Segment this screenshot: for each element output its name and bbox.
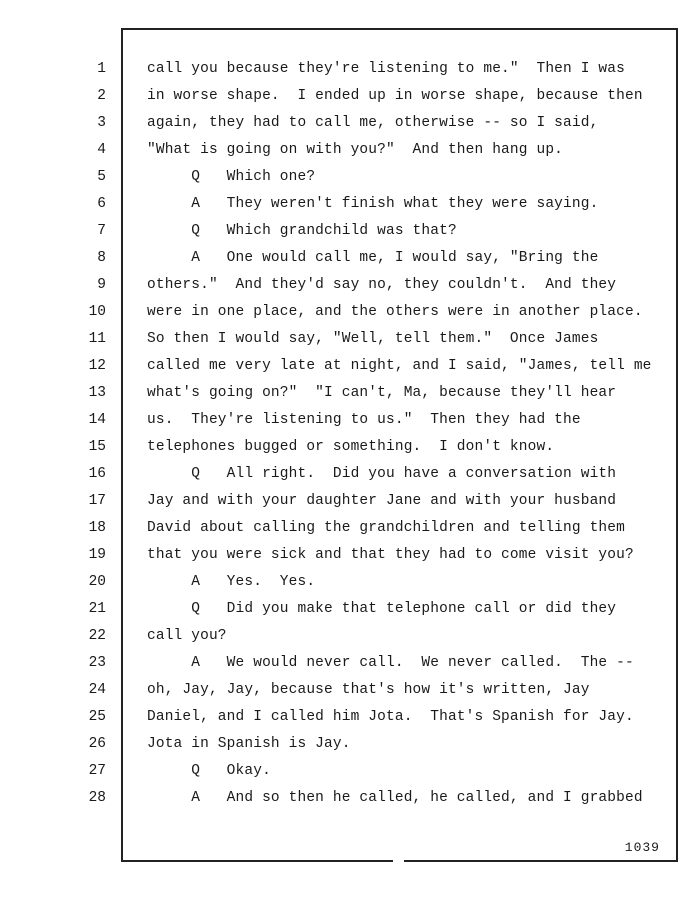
line-number: 18 [88, 520, 106, 536]
transcript-text [147, 56, 672, 812]
transcript-line: telephones bugged or something. I don't know. [147, 439, 555, 455]
frame-top-border [121, 28, 678, 30]
frame-right-border [676, 28, 678, 860]
transcript-line: Jota in Spanish is Jay. [147, 736, 351, 752]
line-number: 27 [88, 763, 106, 779]
line-number: 17 [88, 493, 106, 509]
line-number: 21 [88, 601, 106, 617]
transcript-line: call you because they're listening to me." Then I was [147, 61, 625, 77]
transcript-line: Q Which one? [147, 169, 316, 185]
transcript-line: again, they had to call me, otherwise -- so I said, [147, 115, 599, 131]
line-number: 25 [88, 709, 106, 725]
transcript-line: Jay and with your daughter Jane and with your husband [147, 493, 617, 509]
transcript-line: A We would never call. We never called. The -- [147, 655, 634, 671]
transcript-line: A Yes. Yes. [147, 574, 316, 590]
line-number: 10 [88, 304, 106, 320]
transcript-line: Q Which grandchild was that? [147, 223, 457, 239]
transcript-line: A And so then he called, he called, and I grabbed [147, 790, 643, 806]
transcript-line: A One would call me, I would say, "Bring the [147, 250, 599, 266]
transcript-line: oh, Jay, Jay, because that's how it's written, Jay [147, 682, 590, 698]
frame-bottom-border-left [121, 860, 393, 862]
line-number: 2 [97, 88, 106, 104]
transcript-line: Daniel, and I called him Jota. That's Spanish for Jay. [147, 709, 634, 725]
line-number: 24 [88, 682, 106, 698]
line-number: 22 [88, 628, 106, 644]
transcript-line: others." And they'd say no, they couldn't. And they [147, 277, 617, 293]
transcript-line: were in one place, and the others were in another place. [147, 304, 643, 320]
line-number-column [0, 56, 106, 812]
line-number: 15 [88, 439, 106, 455]
transcript-line: us. They're listening to us." Then they had the [147, 412, 581, 428]
line-number: 26 [88, 736, 106, 752]
page-number: 1039 [624, 840, 660, 855]
line-number: 13 [88, 385, 106, 401]
line-number: 19 [88, 547, 106, 563]
line-number: 7 [97, 223, 106, 239]
frame-left-border [121, 28, 123, 860]
transcript-line: A They weren't finish what they were saying. [147, 196, 599, 212]
transcript-line: in worse shape. I ended up in worse shape, because then [147, 88, 643, 104]
transcript-line: what's going on?" "I can't, Ma, because they'll hear [147, 385, 617, 401]
line-number: 12 [88, 358, 106, 374]
transcript-line: So then I would say, "Well, tell them." Once James [147, 331, 599, 347]
transcript-line: call you? [147, 628, 227, 644]
line-number: 11 [88, 331, 106, 347]
line-number: 9 [97, 277, 106, 293]
transcript-line: that you were sick and that they had to come visit you? [147, 547, 634, 563]
transcript-line: Q Did you make that telephone call or did they [147, 601, 617, 617]
line-number: 6 [97, 196, 106, 212]
line-number: 1 [97, 61, 106, 77]
line-number: 4 [97, 142, 106, 158]
transcript-line: called me very late at night, and I said, "James, tell me [147, 358, 652, 374]
line-number: 8 [97, 250, 106, 266]
line-number: 20 [88, 574, 106, 590]
line-number: 3 [97, 115, 106, 131]
frame-bottom-border-right [404, 860, 678, 862]
line-number: 23 [88, 655, 106, 671]
transcript-line: Q All right. Did you have a conversation with [147, 466, 617, 482]
line-number: 5 [97, 169, 106, 185]
line-number: 28 [88, 790, 106, 806]
transcript-line: Q Okay. [147, 763, 271, 779]
transcript-line: "What is going on with you?" And then hang up. [147, 142, 564, 158]
transcript-line: David about calling the grandchildren and telling them [147, 520, 625, 536]
line-number: 16 [88, 466, 106, 482]
line-number: 14 [88, 412, 106, 428]
